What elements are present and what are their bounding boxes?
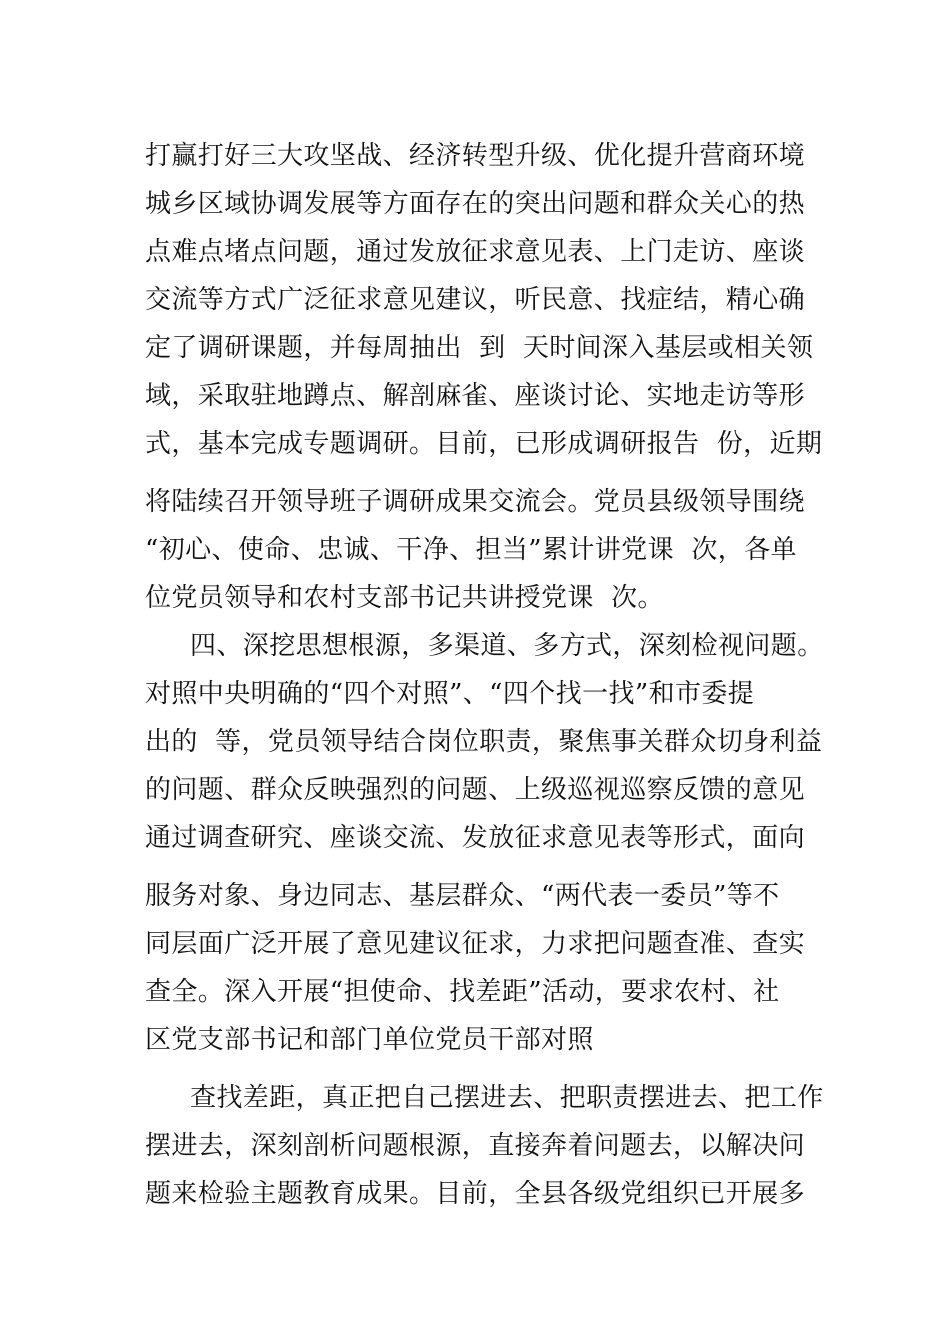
text-line: 位党员领导和农村支部书记共讲授党课 次。 — [145, 583, 664, 613]
text-line: 定了调研课题，并每周抽出 到 天时间深入基层或相关领 — [145, 333, 814, 363]
text-line: 通过调查研究、座谈交流、发放征求意见表等形式，面向 — [145, 823, 806, 853]
text-line: 打赢打好三大攻坚战、经济转型升级、优化提升营商环境 — [145, 141, 806, 171]
section-heading-line: 四、深挖思想根源，多渠道、多方式，深刻检视问题。 — [190, 631, 824, 661]
text-line: 的问题、群众反映强烈的问题、上级巡视巡察反馈的意见 — [145, 775, 806, 805]
text-line: 点难点堵点问题，通过发放征求意见表、上门走访、座谈 — [145, 237, 806, 267]
text-line: 区党支部书记和部门单位党员干部对照 — [145, 1025, 594, 1055]
text-line: 摆进去，深刻剖析问题根源，直接奔着问题去，以解决问 — [145, 1131, 806, 1161]
text-line: 题来检验主题教育成果。目前，全县各级党组织已开展多 — [145, 1179, 806, 1209]
text-line: 域，采取驻地蹲点、解剖麻雀、座谈讨论、实地走访等形 — [145, 381, 806, 411]
text-line: 出的 等，党员领导结合岗位职责，聚焦事关群众切身利益 — [145, 727, 823, 757]
text-line: 式，基本完成专题调研。目前，已形成调研报告 份，近期 — [145, 429, 823, 459]
text-line: “初心、使命、忠诚、干净、担当”累计讲党课 次，各单 — [145, 535, 797, 565]
text-line: 交流等方式广泛征求意见建议，听民意、找症结，精心确 — [145, 285, 806, 315]
text-line: 同层面广泛开展了意见建议征求，力求把问题查准、查实 — [145, 929, 806, 959]
paragraph-start-line: 查找差距，真正把自己摆进去、把职责摆进去、把工作 — [190, 1083, 824, 1113]
text-line: 对照中央明确的“四个对照”、“四个找一找”和市委提 — [145, 679, 755, 709]
text-line: 将陆续召开领导班子调研成果交流会。党员县级领导围绕 — [145, 487, 806, 517]
text-line: 服务对象、身边同志、基层群众、“两代表一委员”等不 — [145, 881, 780, 911]
text-line: 城乡区域协调发展等方面存在的突出问题和群众关心的热 — [145, 189, 806, 219]
text-line: 查全。深入开展“担使命、找差距”活动，要求农村、社 — [145, 977, 780, 1007]
